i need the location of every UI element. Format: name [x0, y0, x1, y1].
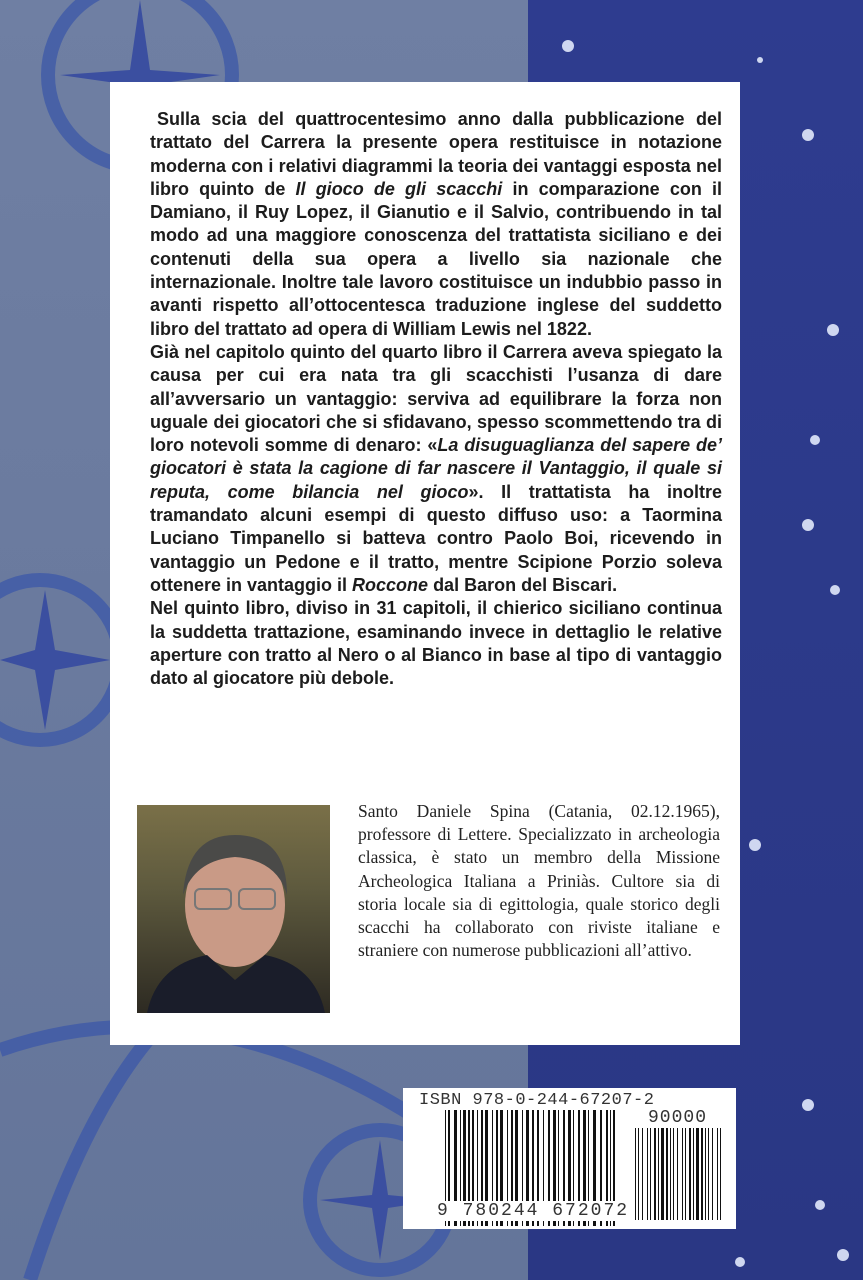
barcode-bar	[693, 1128, 694, 1220]
author-photo	[137, 805, 330, 1013]
barcode-bar	[670, 1128, 671, 1220]
text-segment: ». Il trattatista ha inoltre tramandato alcuni esempi di questo diffuso uso: a Taormina Luciano Timpanello si batteva contro Paolo Boi, ricevendo in vantaggio un Pedone e il tratto, mentre Scipione Porzio soleva ottenere in vantaggio il	[150, 481, 722, 595]
text-segment: dal Baron del Biscari.	[428, 574, 618, 595]
barcode-bar	[638, 1128, 639, 1220]
price-code: 90000	[648, 1108, 708, 1128]
barcode-bar	[673, 1128, 674, 1220]
barcode-bar	[661, 1128, 664, 1220]
barcode-bar	[712, 1128, 713, 1220]
barcode-bar	[677, 1128, 678, 1220]
isbn-label: ISBN 978-0-244-67207-2	[419, 1091, 655, 1110]
barcode-bar	[658, 1128, 659, 1220]
author-bio: Santo Daniele Spina (Catania, 02.12.1965), professore di Lettere. Specializzato in archeologia classica, è stato un membro della Missione Archeologica Italiana a Priniàs. Cultore sia di storia locale sia di egittologia, quale storico degli scacchi ha collaborato con riviste italiane e straniere con numerose pubblicazioni all’attivo.	[358, 801, 720, 961]
italic-text: La disuguaglianza del sapere de’ giocatori è stata la cagione di far nascere il Vantaggio, il quale si reputa, come bilancia nel gioco	[150, 435, 722, 502]
italic-text: Il gioco de gli scacchi	[295, 178, 503, 199]
barcode-bar	[708, 1128, 709, 1220]
author-portrait-image	[137, 805, 330, 1013]
barcode-bar	[720, 1128, 721, 1220]
barcode-bar	[650, 1128, 651, 1220]
description-paragraph	[150, 341, 722, 597]
barcode-bar	[689, 1128, 691, 1220]
ean-digits	[437, 1201, 629, 1221]
description-paragraph	[150, 108, 722, 341]
barcode-bar	[654, 1128, 656, 1220]
text-segment: Nel quinto libro, diviso in 31 capitoli, il chierico siciliano continua la suddetta trattazione, esaminando invece in dettaglio le relative aperture con tratto al Nero o al Bianco in base al tipo di vantaggio dato al giocatore più debole.	[150, 598, 722, 689]
barcode-bar	[642, 1128, 643, 1220]
barcode-bar	[696, 1128, 699, 1220]
ean-left-group: 780244	[462, 1201, 540, 1221]
description-paragraph	[150, 597, 722, 690]
text-segment: Sulla scia del quattrocentesimo anno dalla pubblicazione del trattato del Carrera la presente opera restituisce in notazione moderna con i relativi diagrammi la teoria dei vantaggi esposta nel libro quinto de	[150, 109, 722, 199]
text-segment: Già nel capitolo quinto del quarto libro il Carrera aveva spiegato la causa per cui era nata tra gli scacchisti l’usanza di dare all’avversario un vantaggio: serviva ad equilibrare la forza non uguale dei giocatori che si sfidavano, spesso scommettendo tra di loro notevoli somme di denaro: «	[150, 341, 722, 456]
barcode-bar	[666, 1128, 668, 1220]
barcode-bar	[682, 1128, 683, 1220]
ean-first-digit: 9	[437, 1201, 450, 1221]
ean-right-group: 672072	[552, 1201, 630, 1221]
barcode-bar	[717, 1128, 718, 1220]
barcode-bar	[705, 1128, 706, 1220]
barcode-bar	[635, 1128, 636, 1220]
back-cover-panel	[110, 82, 740, 1045]
book-description	[150, 108, 722, 690]
barcode-bar	[701, 1128, 703, 1220]
isbn-barcode	[403, 1088, 736, 1229]
italic-text: Roccone	[352, 574, 429, 595]
text-segment: in comparazione con il Damiano, il Ruy Lopez, il Gianutio e il Salvio, contribuendo in tal modo ad una maggiore conoscenza del trattatista siciliano e dei contenuti della sua opera a livello sia nazionale che internazionale. Inoltre tale lavoro costituisce un indubbio passo in avanti rispetto all’ottocentesca traduzione inglese del suddetto libro del trattato ad opera di William Lewis nel 1822.	[150, 178, 722, 339]
barcode-bar	[685, 1128, 686, 1220]
barcode-bar	[647, 1128, 648, 1220]
